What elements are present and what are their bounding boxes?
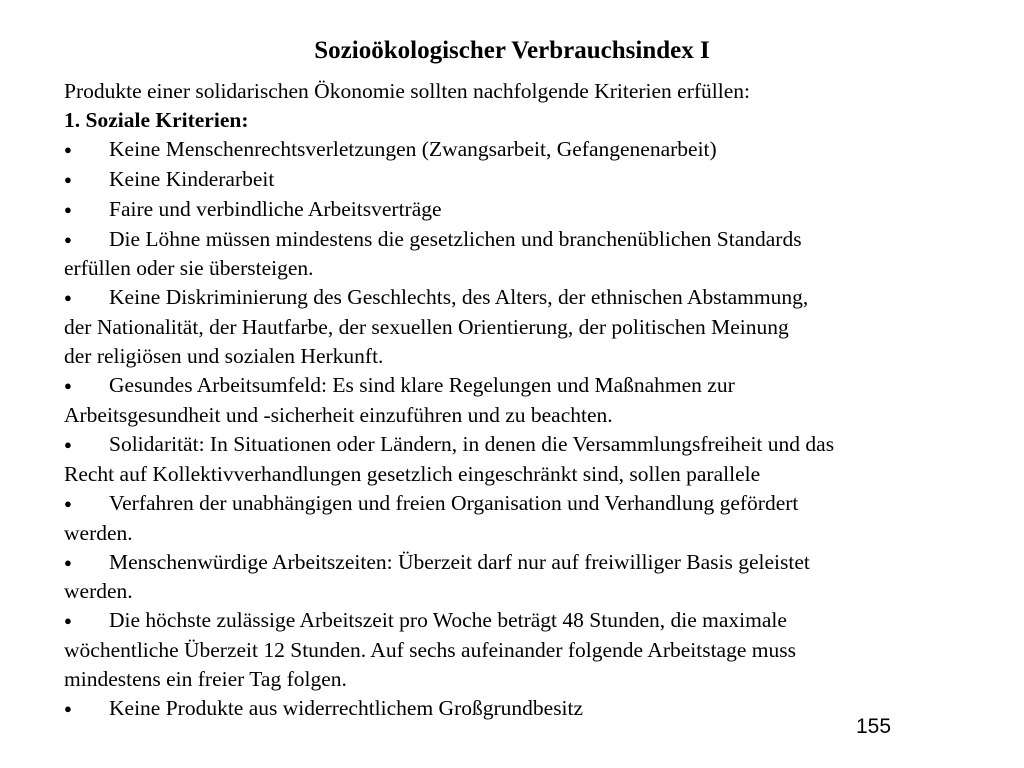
bullet-dot-icon: ●: [64, 141, 72, 157]
bullet-line: [64, 606, 994, 636]
criteria-bullet-list: [64, 135, 994, 724]
bullet-dot-icon: ●: [64, 554, 72, 570]
bullet-dot-icon: ●: [64, 613, 72, 629]
bullet-text: Gesundes Arbeitsumfeld: Es sind klare Regelungen und Maßnahmen zur: [109, 373, 735, 398]
bullet-text: Arbeitsgesundheit und -sicherheit einzuführen und zu beachten.: [64, 402, 613, 427]
bullet-dot-icon: ●: [64, 701, 72, 717]
bullet-text: werden.: [64, 520, 133, 545]
bullet-line: [64, 489, 994, 519]
bullet-item: [64, 694, 994, 724]
bullet-item: [64, 606, 994, 694]
bullet-text: Solidarität: In Situationen oder Ländern, in denen die Versammlungsfreiheit und das: [109, 431, 835, 456]
bullet-text: Keine Menschenrechtsverletzungen (Zwangsarbeit, Gefangenenarbeit): [109, 136, 717, 161]
bullet-item: [64, 548, 994, 607]
page-number: 155: [856, 715, 892, 738]
bullet-text: Keine Kinderarbeit: [109, 166, 275, 191]
bullet-item: [64, 225, 994, 284]
bullet-item: [64, 430, 994, 489]
bullet-line: [64, 401, 994, 430]
bullet-dot-icon: ●: [64, 378, 72, 394]
bullet-dot-icon: ●: [64, 201, 72, 217]
bullet-text: wöchentliche Überzeit 12 Stunden. Auf sechs aufeinander folgende Arbeitstage muss: [64, 638, 796, 663]
bullet-line: [64, 342, 994, 371]
bullet-text: Verfahren der unabhängigen und freien Organisation und Verhandlung gefördert: [109, 490, 799, 515]
slide-content: [64, 77, 994, 724]
bullet-text: Recht auf Kollektivverhandlungen gesetzlich eingeschränkt sind, sollen parallele: [64, 461, 761, 486]
bullet-text: mindestens ein freier Tag folgen.: [64, 667, 347, 692]
bullet-item: [64, 283, 994, 371]
bullet-line: [64, 694, 994, 724]
bullet-line: [64, 283, 994, 313]
bullet-line: [64, 636, 994, 665]
bullet-line: [64, 225, 994, 255]
bullet-text: Faire und verbindliche Arbeitsverträge: [109, 196, 442, 221]
bullet-text: Die höchste zulässige Arbeitszeit pro Woche beträgt 48 Stunden, die maximale: [109, 608, 787, 633]
bullet-line: [64, 577, 994, 606]
bullet-line: [64, 519, 994, 548]
bullet-line: [64, 548, 994, 578]
bullet-text: Keine Produkte aus widerrechtlichem Großgrundbesitz: [109, 696, 584, 721]
bullet-text: der Nationalität, der Hautfarbe, der sexuellen Orientierung, der politischen Meinung: [64, 315, 789, 340]
bullet-line: [64, 313, 994, 342]
bullet-dot-icon: ●: [64, 231, 72, 247]
bullet-text: erfüllen oder sie übersteigen.: [64, 256, 314, 281]
bullet-line: [64, 430, 994, 460]
bullet-line: [64, 371, 994, 401]
bullet-dot-icon: ●: [64, 171, 72, 187]
bullet-line: [64, 195, 994, 225]
bullet-line: [64, 135, 994, 165]
section-heading: 1. Soziale Kriterien:: [64, 107, 249, 132]
bullet-dot-icon: ●: [64, 436, 72, 452]
bullet-text: Menschenwürdige Arbeitszeiten: Überzeit darf nur auf freiwilliger Basis geleistet: [109, 549, 810, 574]
bullet-item: [64, 165, 994, 195]
bullet-line: [64, 254, 994, 283]
bullet-text: der religiösen und sozialen Herkunft.: [64, 344, 384, 369]
bullet-item: [64, 371, 994, 430]
bullet-item: [64, 135, 994, 165]
bullet-text: Die Löhne müssen mindestens die gesetzlichen und branchenüblichen Standards: [109, 226, 802, 251]
bullet-dot-icon: ●: [64, 495, 72, 511]
intro-text: Produkte einer solidarischen Ökonomie sollten nachfolgende Kriterien erfüllen:: [64, 79, 750, 103]
bullet-item: [64, 489, 994, 548]
bullet-line: [64, 165, 994, 195]
slide-title: Sozioökologischer Verbrauchsindex I: [314, 37, 710, 64]
bullet-item: [64, 195, 994, 225]
bullet-text: Keine Diskriminierung des Geschlechts, des Alters, der ethnischen Abstammung,: [109, 285, 809, 310]
bullet-dot-icon: ●: [64, 290, 72, 306]
bullet-text: werden.: [64, 579, 133, 604]
bullet-line: [64, 665, 994, 694]
bullet-line: [64, 460, 994, 489]
